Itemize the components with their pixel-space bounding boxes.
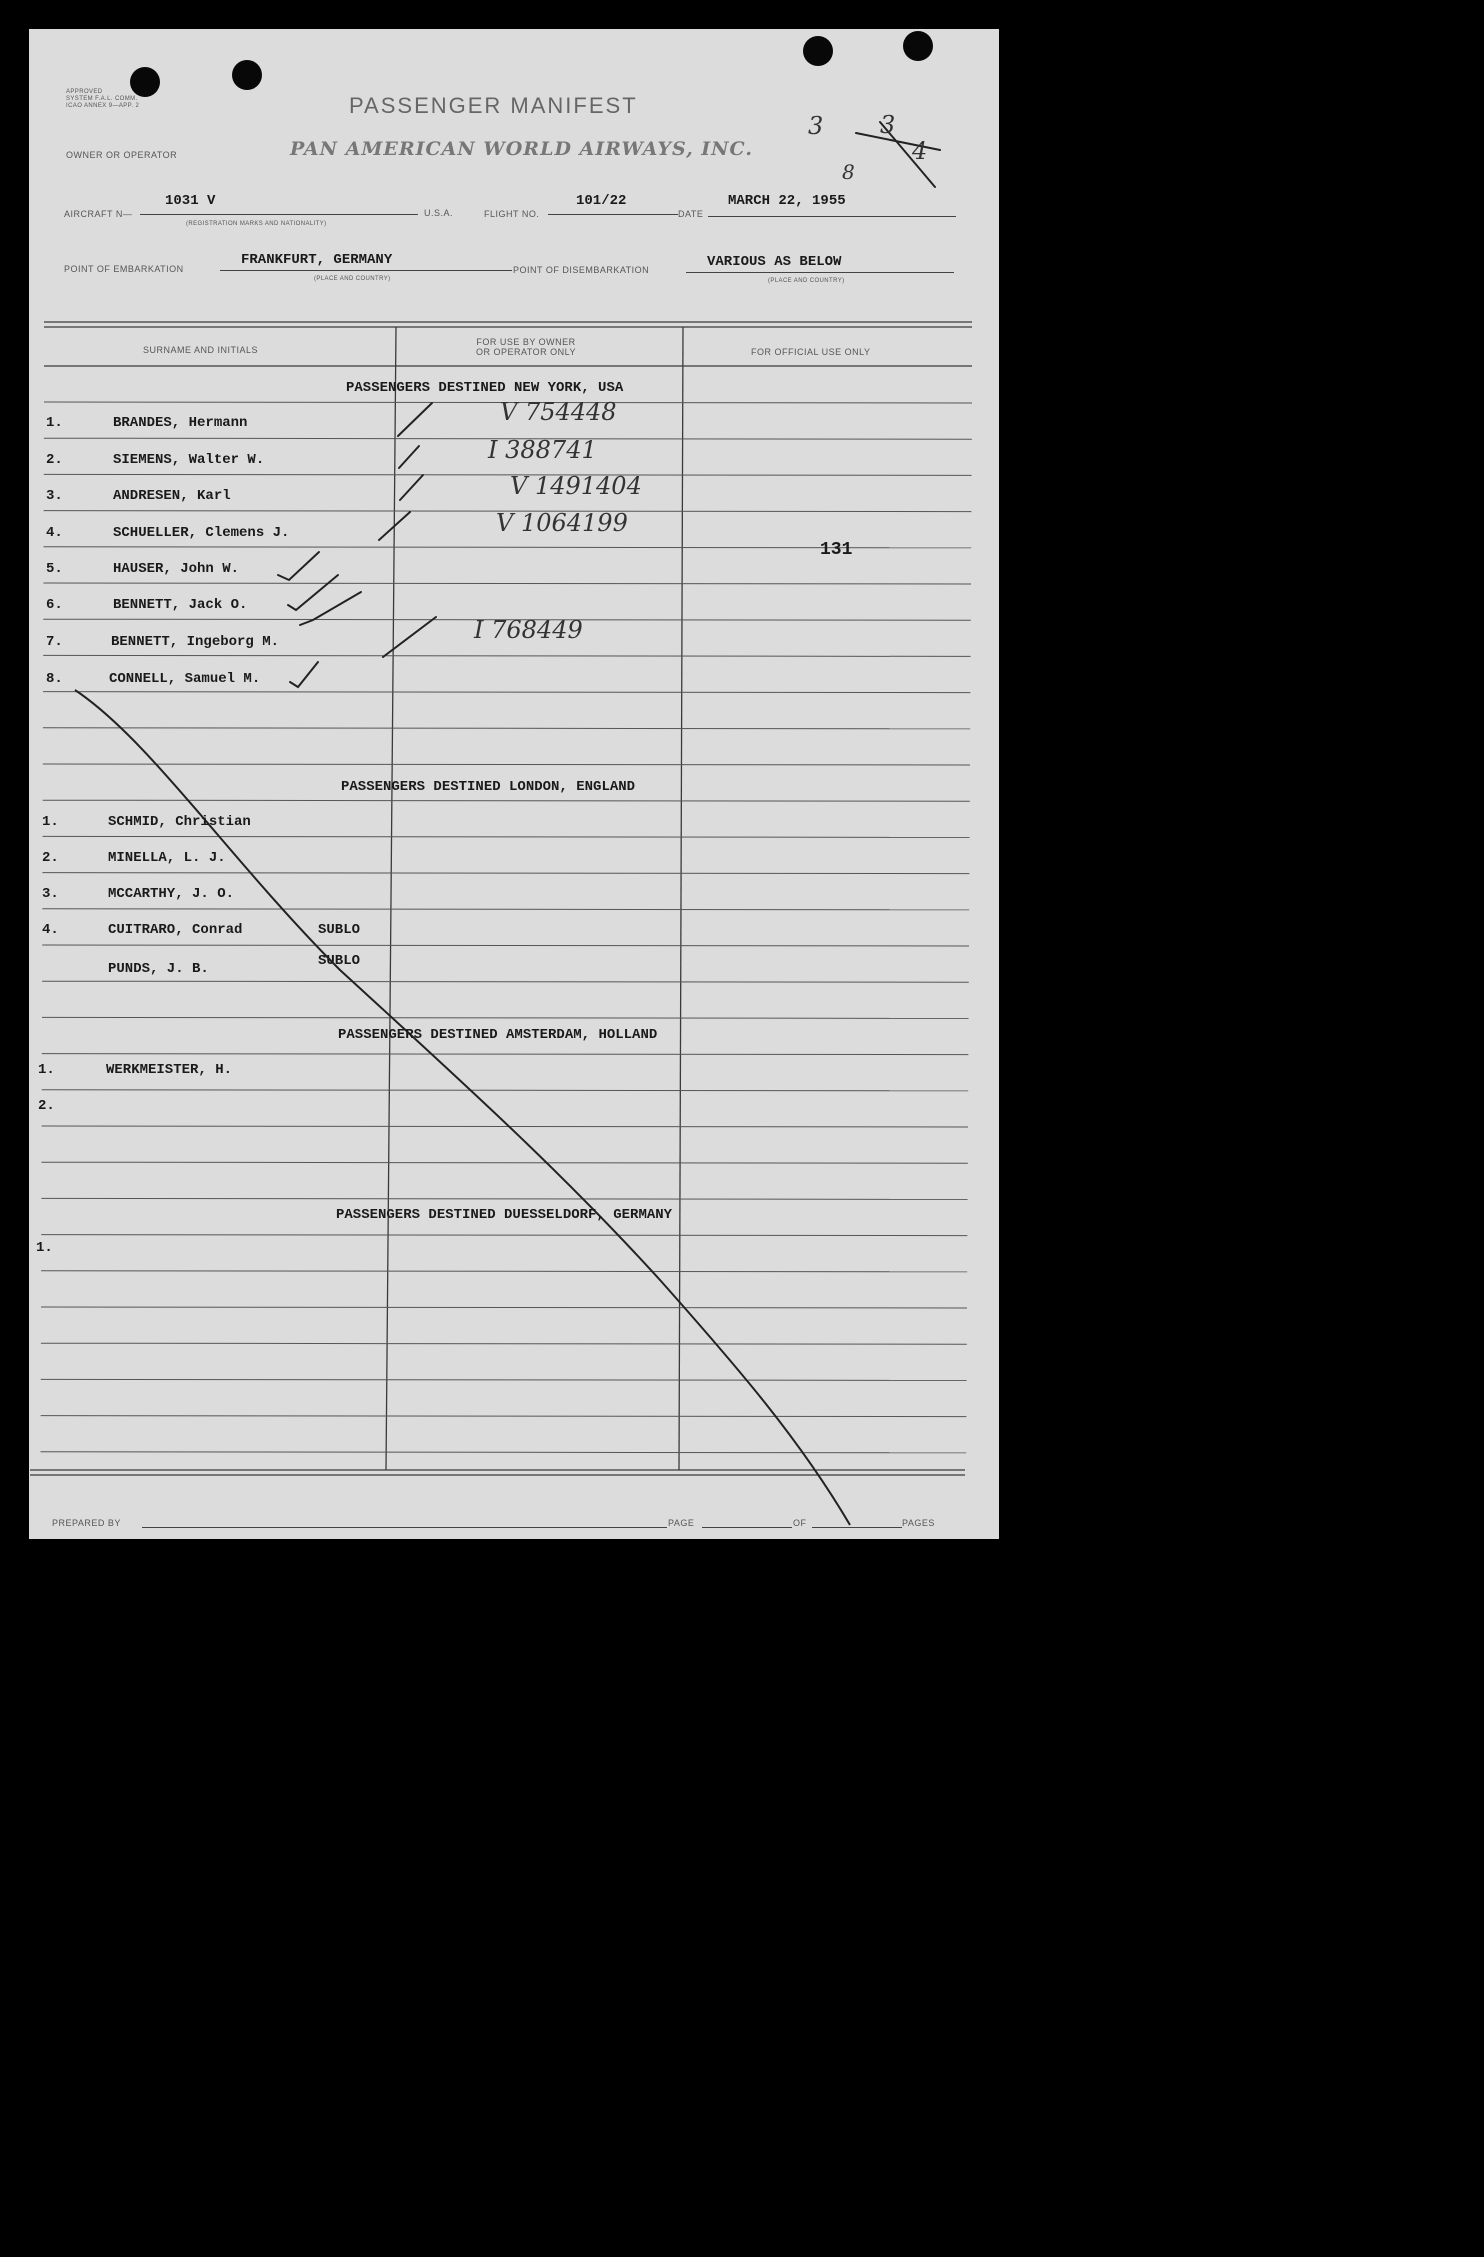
passenger-name: SCHUELLER, Clemens J. xyxy=(113,525,290,541)
passenger-name: BENNETT, Ingeborg M. xyxy=(111,634,280,650)
disembarkation-caption: (PLACE AND COUNTRY) xyxy=(768,278,845,284)
flight-label: FLIGHT NO. xyxy=(484,209,540,219)
owner-handwritten-note: V 1064199 xyxy=(496,509,628,537)
handwritten-corner-note: 8 xyxy=(842,160,855,184)
passenger-number: 4. xyxy=(46,525,63,541)
ruled-row-line xyxy=(41,1379,967,1380)
embarkation-caption: (PLACE AND COUNTRY) xyxy=(314,276,391,282)
handwritten-corner-note: 3 xyxy=(880,111,896,139)
ruled-row-line xyxy=(44,474,972,475)
ruled-row-line xyxy=(41,1307,967,1308)
ruled-row-line xyxy=(41,1343,967,1344)
aircraft-label: AIRCRAFT N— xyxy=(64,209,133,219)
passenger-status-note: SUBLO xyxy=(318,922,361,938)
owner-handwritten-note: V 754448 xyxy=(500,398,617,426)
disembarkation-value: VARIOUS AS BELOW xyxy=(707,254,842,270)
passenger-number: 4. xyxy=(42,922,59,938)
ruled-row-line xyxy=(43,728,970,729)
ruled-row-line xyxy=(41,1452,967,1453)
passenger-number: 1. xyxy=(38,1062,55,1078)
date-label: DATE xyxy=(678,209,704,219)
disembarkation-label: POINT OF DISEMBARKATION xyxy=(513,265,650,275)
passenger-number: 2. xyxy=(42,850,59,866)
ruled-row-line xyxy=(41,1198,967,1199)
ruled-row-line xyxy=(41,1235,967,1236)
column-header-official: FOR OFFICIAL USE ONLY xyxy=(751,347,871,357)
ruled-row-line xyxy=(42,909,969,910)
operator-name: PAN AMERICAN WORLD AIRWAYS, INC. xyxy=(290,138,753,160)
ruled-row-line xyxy=(43,583,971,584)
passenger-number: 1. xyxy=(36,1240,53,1256)
passenger-name: BRANDES, Hermann xyxy=(113,415,248,431)
page-label: PAGE xyxy=(668,1518,695,1528)
owner-label: OWNER OR OPERATOR xyxy=(66,150,178,160)
passenger-number: 1. xyxy=(42,814,59,830)
group-heading-amsterdam: PASSENGERS DESTINED AMSTERDAM, HOLLAND xyxy=(338,1027,658,1043)
group-heading-london: PASSENGERS DESTINED LONDON, ENGLAND xyxy=(341,779,636,795)
column-header-owner xyxy=(476,337,576,357)
passenger-number: 1. xyxy=(46,415,63,431)
approval-line-3: ICAO ANNEX 9—APP. 2 xyxy=(66,103,140,109)
owner-handwritten-note: I 388741 xyxy=(488,436,597,464)
passenger-name: MINELLA, L. J. xyxy=(108,850,226,866)
ruled-row-line xyxy=(43,800,970,801)
ruled-row-line xyxy=(42,1090,968,1091)
passenger-number: 2. xyxy=(38,1098,55,1114)
official-use-value: 131 xyxy=(820,540,853,560)
aircraft-value: 1031 V xyxy=(165,193,216,209)
passenger-name: BENNETT, Jack O. xyxy=(113,597,248,613)
passenger-name: ANDRESEN, Karl xyxy=(113,488,231,504)
ruled-row-line xyxy=(43,655,970,656)
ruled-row-line xyxy=(42,873,969,874)
ruled-row-line xyxy=(41,1416,967,1417)
group-heading-new-york: PASSENGERS DESTINED NEW YORK, USA xyxy=(346,380,624,396)
date-value: MARCH 22, 1955 xyxy=(728,193,846,209)
ruled-row-line xyxy=(42,981,969,982)
ruled-row-line xyxy=(41,1271,967,1272)
column-header-surname: SURNAME AND INITIALS xyxy=(143,345,259,355)
ruled-row-line xyxy=(43,836,970,837)
ruled-row-line xyxy=(43,692,970,693)
registration-caption: (REGISTRATION MARKS AND NATIONALITY) xyxy=(186,221,327,227)
pages-label: PAGES xyxy=(902,1518,935,1528)
passenger-name: HAUSER, John W. xyxy=(113,561,240,577)
ruled-row-line xyxy=(41,1162,967,1163)
ruled-row-line xyxy=(42,945,969,946)
approval-line-2: SYSTEM F.A.L. COMM. xyxy=(66,96,138,102)
passenger-number: 6. xyxy=(46,597,63,613)
prepared-by-label: PREPARED BY xyxy=(52,1518,121,1528)
owner-handwritten-note: I 768449 xyxy=(474,616,583,644)
passenger-name: WERKMEISTER, H. xyxy=(106,1062,233,1078)
passenger-number: 3. xyxy=(42,886,59,902)
of-label: OF xyxy=(793,1518,807,1528)
handwritten-corner-note: 3 xyxy=(808,112,824,140)
passenger-name: CUITRARO, Conrad xyxy=(108,922,243,938)
ruled-row-line xyxy=(43,764,970,765)
passenger-name: SCHMID, Christian xyxy=(108,814,251,830)
approval-stamp xyxy=(66,89,139,110)
page-title: PASSENGER MANIFEST xyxy=(349,93,638,118)
passenger-status-note: SUBLO xyxy=(318,953,361,969)
embarkation-value: FRANKFURT, GERMANY xyxy=(241,252,393,268)
column-header-owner-line-2: OR OPERATOR ONLY xyxy=(476,347,577,357)
passenger-name: PUNDS, J. B. xyxy=(108,961,209,977)
column-header-owner-line-1: FOR USE BY OWNER xyxy=(476,337,576,347)
passenger-name: MCCARTHY, J. O. xyxy=(108,886,235,902)
owner-handwritten-note: V 1491404 xyxy=(510,472,642,500)
nationality: U.S.A. xyxy=(424,208,454,218)
approval-line-1: APPROVED xyxy=(66,89,103,95)
passenger-number: 8. xyxy=(46,671,63,687)
handwritten-corner-note: 4 xyxy=(912,137,928,165)
passenger-name: CONNELL, Samuel M. xyxy=(109,671,261,687)
passenger-number: 3. xyxy=(46,488,63,504)
group-heading-duesseldorf: PASSENGERS DESTINED DUESSELDORF, GERMANY xyxy=(336,1207,673,1223)
passenger-name: SIEMENS, Walter W. xyxy=(113,452,265,468)
passenger-number: 7. xyxy=(46,634,63,650)
ruled-row-line xyxy=(42,1054,969,1055)
ruled-row-line xyxy=(42,1126,968,1127)
ruled-row-line xyxy=(42,1017,969,1018)
embarkation-label: POINT OF EMBARKATION xyxy=(64,264,184,274)
passenger-number: 2. xyxy=(46,452,63,468)
passenger-number: 5. xyxy=(46,561,63,577)
flight-value: 101/22 xyxy=(576,193,627,209)
